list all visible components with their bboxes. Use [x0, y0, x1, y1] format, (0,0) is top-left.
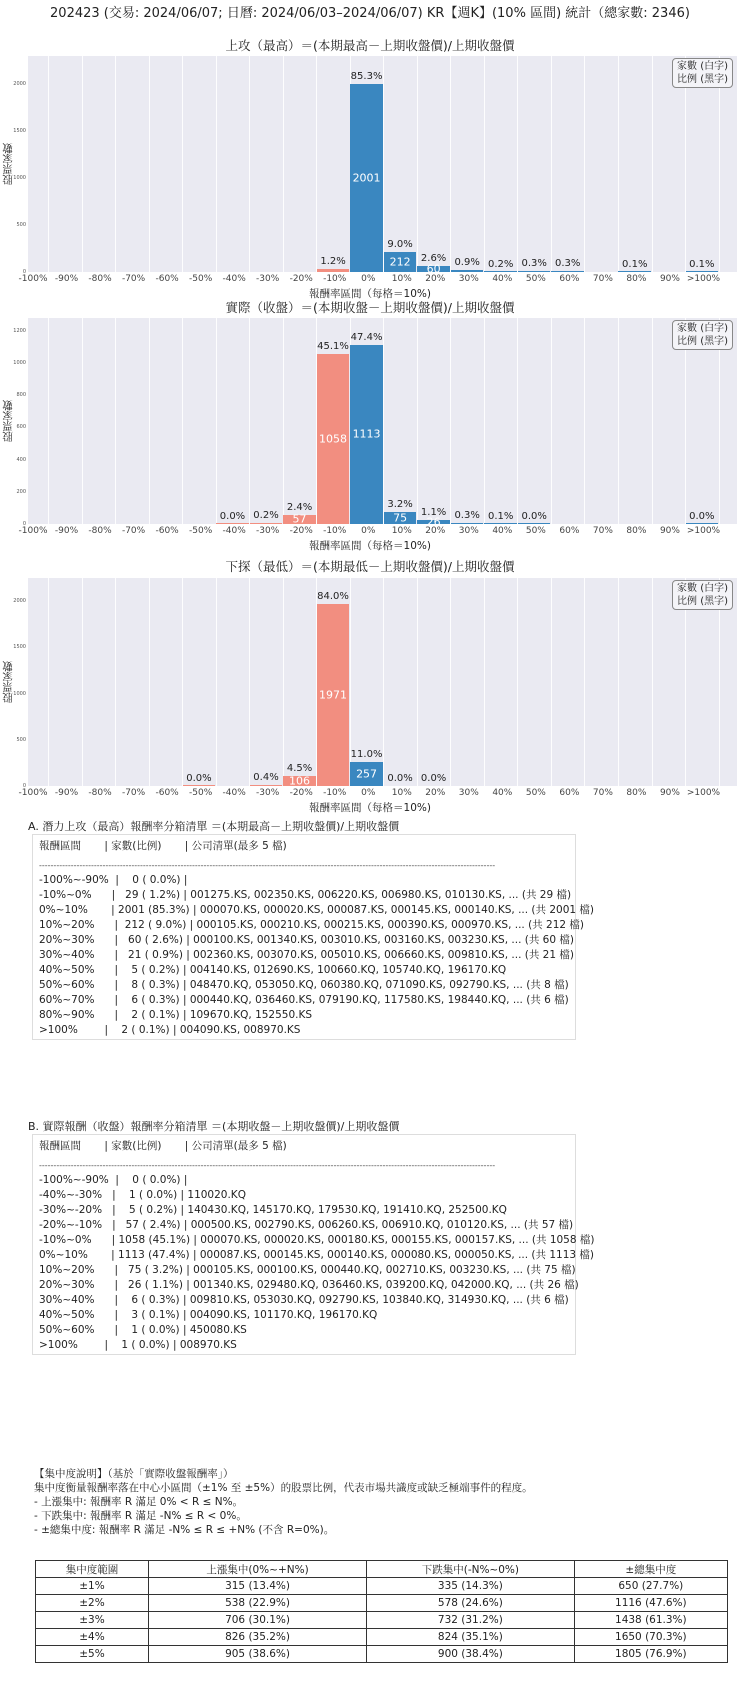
notes-total: - ±總集中度: 報酬率 R 滿足 -N% ≤ R ≤ +N% (不含 R=0%)。: [34, 1524, 335, 1536]
legend-box: [672, 320, 733, 350]
cell: 706 (30.1%): [148, 1612, 366, 1629]
x-tick-label: -100%: [18, 788, 48, 798]
list-item: -10%~0% | 29 ( 1.2%) | 001275.KS, 002350.KS, 006220.KS, 006980.KS, 010130.KS, ... (共 29 檔): [39, 889, 572, 901]
bar: [317, 269, 350, 272]
x-gridline: [618, 56, 619, 272]
cell: 335 (14.3%): [367, 1578, 575, 1595]
x-tick-label: -60%: [155, 274, 179, 284]
x-gridline: [149, 56, 150, 272]
list-item: 0%~10% | 1113 (47.4%) | 000087.KS, 000145.KS, 000140.KS, 000080.KS, 000050.KS, ... (共 1113 檔): [39, 1249, 595, 1261]
bar-count-label: 2001: [352, 171, 381, 185]
list-item: >100% | 2 ( 0.1%) | 004090.KS, 008970.KS: [39, 1024, 301, 1036]
cell: 1116 (47.6%): [574, 1595, 727, 1612]
legend-entry: 家數 (白字): [677, 583, 728, 594]
x-tick-label: 0%: [361, 526, 376, 536]
y-tick-label: 200: [16, 488, 26, 495]
legend-entry: 家數 (白字): [677, 61, 728, 72]
y-axis-label: 股票家數: [2, 143, 14, 185]
y-tick-label: 1500: [13, 644, 26, 651]
list-separator: --------------------------------------------------------------------------------------------------------------------------------------------------------------: [39, 1161, 496, 1170]
x-gridline: [182, 318, 183, 524]
x-gridline: [383, 578, 384, 786]
x-gridline: [216, 318, 217, 524]
concentration-table: [35, 1560, 728, 1663]
x-tick-label: -80%: [88, 274, 112, 284]
bar-percent-label: 11.0%: [350, 749, 383, 761]
x-tick-label: 60%: [559, 274, 580, 284]
legend-entry: 比例 (黑字): [677, 74, 728, 85]
bar-count-label: 26: [426, 515, 441, 529]
bar-percent-label: 0.4%: [253, 772, 279, 784]
x-tick-label: >100%: [686, 788, 721, 798]
bar-percent-label: 1.1%: [420, 506, 447, 518]
bar-percent-label: 3.2%: [387, 498, 413, 510]
list-item: -100%~-90% | 0 ( 0.0%) |: [39, 874, 188, 886]
bar-percent-label: 4.5%: [286, 763, 313, 775]
x-gridline: [249, 56, 250, 272]
list-item: 80%~90% | 2 ( 0.1%) | 109670.KQ, 152550.KS: [39, 1009, 313, 1021]
cell: 905 (38.6%): [148, 1646, 366, 1663]
list-item: >100% | 1 ( 0.0%) | 008970.KS: [39, 1339, 237, 1351]
x-tick-label: 30%: [458, 526, 479, 536]
bar-percent-label: 0.1%: [622, 258, 648, 270]
x-gridline: [115, 56, 116, 272]
x-gridline: [182, 56, 183, 272]
cell: 732 (31.2%): [367, 1612, 575, 1629]
list-item: 0%~10% | 2001 (85.3%) | 000070.KS, 000020.KS, 000087.KS, 000145.KS, 000140.KS, ... (共 2001 檔): [39, 904, 595, 916]
y-tick-label: 1000: [13, 175, 26, 182]
bar-percent-label: 9.0%: [387, 239, 413, 251]
y-tick-label: 1200: [13, 327, 26, 334]
x-tick-label: 20%: [425, 274, 446, 284]
x-gridline: [249, 578, 250, 786]
cell: ±2%: [36, 1595, 149, 1612]
list-item: 30%~40% | 21 ( 0.9%) | 002360.KS, 003070.KS, 005010.KS, 006660.KS, 009810.KS, ... (共 21 檔): [39, 949, 574, 961]
x-tick-label: -50%: [189, 274, 213, 284]
bar-percent-label: 0.3%: [521, 258, 547, 270]
x-tick-label: 90%: [659, 274, 680, 284]
x-tick-label: -10%: [323, 526, 347, 536]
bar-percent-label: 0.2%: [253, 510, 279, 522]
table-row: [36, 1612, 728, 1629]
list-item: 40%~50% | 3 ( 0.1%) | 004090.KS, 101170.KQ, 196170.KQ: [39, 1309, 378, 1321]
bar-count-label: 75: [393, 511, 408, 525]
notes-down: - 下跌集中: 報酬率 R 滿足 -N% ≤ R < 0%。: [34, 1510, 247, 1522]
x-gridline: [584, 56, 585, 272]
bar-count-label: 106: [289, 774, 311, 788]
x-tick-label: -90%: [54, 788, 79, 798]
bar-percent-label: 47.4%: [350, 331, 383, 343]
section-b-title: B. 實際報酬（收盤）報酬率分箱清單 ＝(本期收盤－上期收盤價)/上期收盤價: [28, 1120, 400, 1133]
list-header: 報酬區間 | 家數(比例) | 公司清單(最多 5 檔): [39, 1140, 287, 1152]
cell: 1650 (70.3%): [574, 1629, 727, 1646]
x-gridline: [450, 578, 451, 786]
list-item: 10%~20% | 75 ( 3.2%) | 000105.KS, 000100.KS, 000440.KQ, 002710.KS, 003230.KS, ... (共 75 檔): [39, 1264, 576, 1276]
x-tick-label: -20%: [289, 274, 313, 284]
x-tick-label: 80%: [626, 526, 647, 536]
cell: 1805 (76.9%): [574, 1646, 727, 1663]
x-tick-label: -100%: [18, 274, 48, 284]
x-tick-label: 70%: [592, 526, 613, 536]
x-gridline: [551, 56, 552, 272]
x-tick-label: 80%: [626, 788, 647, 798]
bar-percent-label: 0.3%: [454, 510, 480, 522]
x-axis-label: 報酬率區間（每格＝10%): [309, 288, 431, 300]
x-tick-label: -100%: [18, 526, 48, 536]
cell: 824 (35.1%): [367, 1629, 575, 1646]
chart-title: 上攻（最高）＝(本期最高－上期收盤價)/上期收盤價: [225, 38, 515, 53]
x-gridline: [484, 56, 485, 272]
y-tick-label: 600: [16, 424, 26, 431]
concentration-notes: [34, 1467, 533, 1537]
x-tick-label: 0%: [361, 274, 376, 284]
list-item: 20%~30% | 26 ( 1.1%) | 001340.KS, 029480.KQ, 036460.KS, 039200.KQ, 042000.KQ, ... (共 26 檔): [39, 1279, 579, 1291]
y-tick-label: 1000: [13, 690, 26, 697]
x-tick-label: 90%: [659, 526, 680, 536]
y-tick-label: 1500: [13, 128, 26, 135]
list-item: -10%~0% | 1058 (45.1%) | 000070.KS, 000020.KS, 000180.KS, 000155.KS, 000157.KS, ... (共 1058 檔): [39, 1234, 595, 1246]
x-gridline: [283, 318, 284, 524]
x-gridline: [82, 578, 83, 786]
plot-area: [28, 578, 737, 786]
bar-count-label: 60: [426, 262, 441, 276]
x-gridline: [652, 578, 653, 786]
y-axis-label: 股票家數: [2, 661, 14, 703]
x-tick-label: -30%: [256, 788, 280, 798]
bar-count-label: 57: [292, 512, 307, 526]
x-tick-label: -70%: [121, 788, 146, 798]
bar-percent-label: 2.4%: [286, 501, 313, 513]
y-tick-label: 800: [16, 392, 26, 399]
x-tick-label: 90%: [659, 788, 680, 798]
list-item: 50%~60% | 1 ( 0.0%) | 450080.KS: [39, 1324, 247, 1336]
bar: [551, 271, 584, 273]
x-gridline: [249, 318, 250, 524]
bar-percent-label: 0.0%: [387, 773, 413, 784]
x-gridline: [216, 578, 217, 786]
section-a-list: [32, 834, 595, 1040]
x-tick-label: -90%: [54, 274, 79, 284]
plot-area: [28, 318, 737, 529]
bar: [250, 523, 283, 525]
bar: [618, 271, 651, 273]
list-item: -30%~-20% | 5 ( 0.2%) | 140430.KQ, 145170.KQ, 179530.KQ, 191410.KQ, 252500.KQ: [39, 1204, 507, 1216]
x-gridline: [149, 578, 150, 786]
bar: [518, 523, 551, 525]
x-gridline: [551, 578, 552, 786]
x-gridline: [652, 56, 653, 272]
x-gridline: [618, 578, 619, 786]
x-tick-label: 0%: [361, 788, 376, 798]
cell: ±4%: [36, 1629, 149, 1646]
legend-box: [672, 580, 733, 610]
x-gridline: [82, 56, 83, 272]
bar: [451, 270, 484, 272]
x-tick-label: 20%: [425, 526, 446, 536]
bar-percent-label: 0.0%: [186, 772, 212, 784]
page-title: 202423 (交易: 2024/06/07; 日曆: 2024/06/03–2024/06/07) KR【週K】(10% 區間) 統計（總家數: 2346): [50, 6, 690, 21]
x-gridline: [652, 318, 653, 524]
x-gridline: [48, 318, 49, 524]
x-tick-label: 40%: [492, 788, 513, 798]
x-gridline: [517, 318, 518, 524]
table-header-row: [36, 1561, 728, 1578]
bar-count-label: 1113: [352, 427, 381, 441]
legend-entry: 家數 (白字): [677, 323, 728, 334]
list-item: 10%~20% | 212 ( 9.0%) | 000105.KS, 000210.KS, 000215.KS, 000390.KS, 000970.KS, ... (共 212 檔): [39, 919, 585, 931]
bar-percent-label: 0.1%: [487, 510, 514, 522]
bar-percent-label: 0.0%: [219, 510, 246, 522]
list-item: 40%~50% | 5 ( 0.2%) | 004140.KS, 012690.KS, 100660.KQ, 105740.KQ, 196170.KQ: [39, 964, 507, 976]
y-tick-label: 2000: [13, 81, 26, 88]
x-gridline: [115, 578, 116, 786]
x-tick-label: -40%: [222, 274, 246, 284]
bar-percent-label: 84.0%: [317, 590, 349, 602]
bar: [216, 523, 249, 525]
x-tick-label: -40%: [222, 788, 246, 798]
x-gridline: [719, 56, 720, 272]
x-gridline: [584, 578, 585, 786]
x-gridline: [283, 578, 284, 786]
x-tick-label: 30%: [458, 788, 479, 798]
x-tick-label: -60%: [155, 788, 179, 798]
list-header: 報酬區間 | 家數(比例) | 公司清單(最多 5 檔): [39, 840, 287, 852]
list-item: -20%~-10% | 57 ( 2.4%) | 000500.KS, 002790.KS, 006260.KS, 006910.KQ, 010120.KS, ... (共 57 檔): [39, 1219, 574, 1231]
y-tick-label: 0: [22, 269, 26, 275]
table-row: [36, 1646, 728, 1663]
x-tick-label: 40%: [492, 274, 513, 284]
bar: [484, 523, 517, 525]
x-tick-label: -20%: [289, 526, 313, 536]
bar-percent-label: 0.3%: [555, 258, 581, 270]
cell: ±1%: [36, 1578, 149, 1595]
x-gridline: [584, 318, 585, 524]
notes-up: - 上漲集中: 報酬率 R 滿足 0% < R ≤ N%。: [34, 1496, 244, 1508]
x-tick-label: 30%: [458, 274, 479, 284]
x-tick-label: 60%: [559, 526, 580, 536]
legend-box: [672, 58, 733, 88]
x-tick-label: -30%: [256, 274, 280, 284]
x-gridline: [283, 56, 284, 272]
cell: 578 (24.6%): [367, 1595, 575, 1612]
list-item: 60%~70% | 6 ( 0.3%) | 000440.KQ, 036460.KS, 079190.KQ, 117580.KS, 198440.KQ, ... (共 6 檔): [39, 994, 569, 1006]
y-tick-label: 1000: [13, 360, 26, 367]
bar: [250, 785, 283, 787]
y-tick-label: 0: [22, 521, 26, 527]
y-tick-label: 500: [16, 222, 26, 229]
x-gridline: [417, 578, 418, 786]
x-tick-label: -80%: [88, 526, 112, 536]
x-gridline: [417, 318, 418, 524]
table-row: [36, 1629, 728, 1646]
x-tick-label: -90%: [54, 526, 79, 536]
x-gridline: [517, 56, 518, 272]
cell: 315 (13.4%): [148, 1578, 366, 1595]
chart-title: 實際（收盤）＝(本期收盤－上期收盤價)/上期收盤價: [225, 300, 515, 315]
x-gridline: [48, 578, 49, 786]
bar-percent-label: 0.2%: [487, 258, 514, 270]
x-tick-label: -40%: [222, 526, 246, 536]
x-tick-label: 70%: [592, 274, 613, 284]
x-gridline: [316, 56, 317, 272]
list-item: 30%~40% | 6 ( 0.3%) | 009810.KS, 053030.KQ, 092790.KS, 103840.KQ, 314930.KQ, ... (共 6 檔): [39, 1294, 569, 1306]
x-tick-label: 20%: [425, 788, 446, 798]
list-item: -40%~-30% | 1 ( 0.0%) | 110020.KQ: [39, 1189, 246, 1201]
bar: [686, 523, 719, 525]
y-tick-label: 500: [16, 736, 26, 743]
col-down: 下跌集中(-N%~0%): [367, 1561, 575, 1578]
cell: ±3%: [36, 1612, 149, 1629]
bar-percent-label: 0.1%: [689, 258, 715, 270]
x-tick-label: -30%: [256, 526, 280, 536]
bar-count-label: 1971: [319, 688, 348, 702]
notes-heading: 【集中度說明】（基於「實際收盤報酬率」）: [34, 1468, 234, 1480]
list-item: 20%~30% | 60 ( 2.6%) | 000100.KS, 001340.KS, 003010.KS, 003160.KS, 003230.KS, ... (共 60 檔): [39, 934, 574, 946]
x-tick-label: -50%: [189, 526, 213, 536]
x-tick-label: 40%: [492, 526, 513, 536]
x-gridline: [484, 318, 485, 524]
x-gridline: [383, 318, 384, 524]
x-tick-label: -60%: [155, 526, 179, 536]
cell: 1438 (61.3%): [574, 1612, 727, 1629]
x-gridline: [383, 56, 384, 272]
bar-percent-label: 1.2%: [320, 256, 346, 268]
x-tick-label: 50%: [525, 788, 546, 798]
bar-percent-label: 45.1%: [317, 340, 349, 352]
x-tick-label: -10%: [323, 274, 347, 284]
x-gridline: [149, 318, 150, 524]
x-gridline: [450, 56, 451, 272]
x-tick-label: 50%: [525, 274, 546, 284]
bar: [518, 271, 551, 273]
bar-percent-label: 0.0%: [689, 510, 715, 522]
x-tick-label: 60%: [559, 788, 580, 798]
y-axis-label: 股票家數: [2, 400, 14, 442]
x-gridline: [417, 56, 418, 272]
list-item: 50%~60% | 8 ( 0.3%) | 048470.KQ, 053050.KQ, 060380.KQ, 071090.KS, 092790.KS, ... (共 8 檔): [39, 979, 569, 991]
col-range: 集中度範圍: [36, 1561, 149, 1578]
x-gridline: [216, 56, 217, 272]
x-tick-label: -50%: [189, 788, 213, 798]
bar: [451, 523, 484, 525]
list-separator: --------------------------------------------------------------------------------------------------------------------------------------------------------------: [39, 861, 496, 870]
x-gridline: [182, 578, 183, 786]
chart-title: 下探（最低）＝(本期最低－上期收盤價)/上期收盤價: [225, 559, 515, 574]
bar-percent-label: 0.0%: [420, 773, 447, 784]
section-b-list: [32, 1134, 595, 1355]
bar-count-label: 257: [356, 767, 378, 781]
x-gridline: [82, 318, 83, 524]
bar-percent-label: 85.3%: [350, 71, 383, 83]
x-tick-label: >100%: [686, 526, 721, 536]
x-gridline: [685, 56, 686, 272]
col-total: ±總集中度: [574, 1561, 727, 1578]
x-gridline: [484, 578, 485, 786]
y-tick-label: 400: [16, 456, 26, 463]
x-gridline: [48, 56, 49, 272]
x-gridline: [618, 318, 619, 524]
x-tick-label: 10%: [391, 274, 412, 284]
x-gridline: [551, 318, 552, 524]
bar: [686, 271, 719, 273]
notes-description: 集中度衡量報酬率落在中心小區間（±1% 至 ±5%）的股票比例，代表市場共識度或缺乏極端事件的程度。: [34, 1482, 533, 1494]
x-tick-label: 70%: [592, 788, 613, 798]
bar-percent-label: 0.9%: [454, 257, 480, 269]
x-tick-label: -70%: [121, 526, 146, 536]
section-a-title: A. 潛力上攻（最高）報酬率分箱清單 ＝(本期最高－上期收盤價)/上期收盤價: [28, 820, 400, 833]
x-tick-label: -70%: [121, 274, 146, 284]
cell: ±5%: [36, 1646, 149, 1663]
table-row: [36, 1578, 728, 1595]
x-tick-label: 80%: [626, 274, 647, 284]
legend-entry: 比例 (黑字): [677, 336, 728, 347]
plot-area: [28, 56, 737, 276]
bar-percent-label: 2.6%: [420, 253, 447, 265]
x-tick-label: -20%: [289, 788, 313, 798]
bar-count-label: 212: [389, 255, 411, 269]
x-tick-label: -10%: [323, 788, 347, 798]
x-tick-label: 50%: [525, 526, 546, 536]
y-tick-label: 2000: [13, 598, 26, 605]
x-tick-label: >100%: [686, 274, 721, 284]
x-tick-label: -80%: [88, 788, 112, 798]
x-tick-label: 10%: [391, 526, 412, 536]
bar-percent-label: 0.0%: [521, 510, 547, 522]
bar: [183, 785, 216, 787]
list-item: -100%~-90% | 0 ( 0.0%) |: [39, 1174, 188, 1186]
x-tick-label: 10%: [391, 788, 412, 798]
cell: 826 (35.2%): [148, 1629, 366, 1646]
x-gridline: [517, 578, 518, 786]
x-axis-label: 報酬率區間（每格＝10%): [309, 802, 431, 814]
cell: 900 (38.4%): [367, 1646, 575, 1663]
bar: [484, 271, 517, 273]
legend-entry: 比例 (黑字): [677, 596, 728, 607]
bar-count-label: 1058: [319, 432, 348, 446]
y-tick-label: 0: [22, 783, 26, 789]
cell: 650 (27.7%): [574, 1578, 727, 1595]
table-row: [36, 1595, 728, 1612]
cell: 538 (22.9%): [148, 1595, 366, 1612]
x-gridline: [115, 318, 116, 524]
col-up: 上漲集中(0%~+N%): [148, 1561, 366, 1578]
x-gridline: [450, 318, 451, 524]
x-axis-label: 報酬率區間（每格＝10%): [309, 540, 431, 552]
